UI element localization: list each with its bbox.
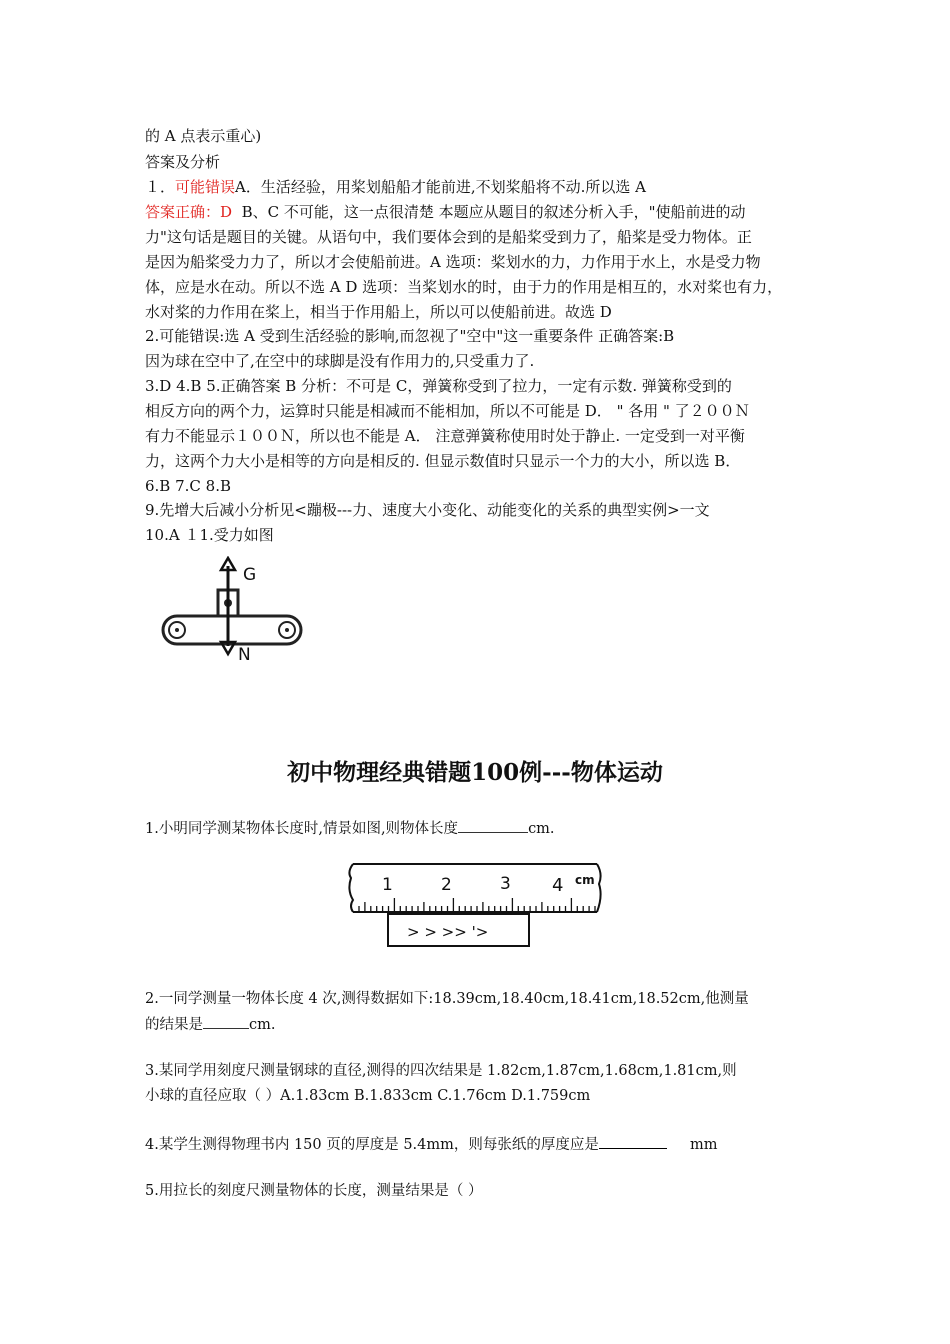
question-2-unit: cm. (249, 1017, 276, 1033)
ruler-figure (345, 860, 605, 952)
possible-error-label: 可能错误 (175, 178, 236, 196)
answer-line-4 (145, 202, 746, 222)
answer-line-13: 有力不能显示１００Ｎ，所以也不能是 A． 注意弹簧称使用时处于静止. 一定受到一对平衡 (145, 427, 745, 445)
ruler (349, 864, 600, 912)
question-5: 5.用拉长的刻度尺测量物体的长度，测量结果是（ ） (145, 1183, 483, 1199)
tick-label-4: 4 (552, 875, 564, 896)
question-3-line-2: 小球的直径应取（ ）A.1.83cm B.1.833cm C.1.76cm D.1.759cm (145, 1088, 591, 1104)
answer-line-14: 力，这两个力大小是相等的方向是相反的. 但显示数值时只显示一个力的大小，所以选 B． (145, 452, 741, 470)
answer-line-12: 相反方向的两个力，运算时只能是相减而不能相加，所以不可能是 D． " 各用 " 了２００Ｎ (145, 402, 750, 420)
question-2-text: 的结果是 (145, 1017, 203, 1033)
answer-line-1: 的 A 点表示重心) (145, 127, 262, 145)
tick-label-3: 3 (500, 874, 511, 894)
answer-line-9: 2.可能错误:选 A 受到生活经验的影响,而忽视了"空中"这一重要条件 正确答案:B (145, 327, 675, 345)
answer-blank (599, 1134, 667, 1149)
answer-line-7: 体，应是水在动。所以不选 A D 选项：当桨划水的时，由于力的作用是相互的，水对桨也有力， (145, 278, 783, 296)
question-2-line-1: 2.一同学测量一物体长度 4 次,测得数据如下:18.39cm,18.40cm,18.41cm,18.52cm,他测量 (145, 991, 749, 1007)
question-3-line-1: 3.某同学用刻度尺测量钢球的直径,测得的四次结果是 1.82cm,1.87cm,1.68cm,1.81cm,则 (145, 1063, 737, 1079)
answer-number: １． (145, 178, 176, 196)
answer-text: A．生活经验，用桨划船船才能前进,不划桨船将不动.所以选 A (235, 178, 647, 196)
tick-label-1: 1 (382, 875, 393, 895)
question-4 (145, 1134, 717, 1155)
answer-line-5: 力"这句话是题目的关键。从语句中，我们要体会到的是船桨受到力了，船桨是受力物体。正 (145, 228, 752, 246)
answer-line-3 (145, 177, 646, 197)
ruler-unit: cm (575, 873, 595, 887)
question-1 (145, 818, 555, 839)
question-4-text: 4.某学生测得物理书内 150 页的厚度是 5.4mm，则每张纸的厚度应是 (145, 1137, 599, 1153)
answer-line-10: 因为球在空中了,在空中的球脚是没有作用力的,只受重力了. (145, 352, 535, 370)
answer-line-15: 6.B 7.C 8.B (145, 477, 231, 495)
question-1-text: 1.小明同学测某物体长度时,情景如图,则物体长度 (145, 821, 459, 837)
question-4-unit: mm (689, 1137, 718, 1153)
tick-label-2: 2 (441, 875, 452, 895)
force-diagram (155, 556, 315, 666)
question-1-unit: cm. (528, 821, 555, 837)
question-2-line-2 (145, 1014, 275, 1035)
answer-blank (203, 1014, 249, 1029)
answer-line-16: 9.先增大后减小分析见<蹦极---力、速度大小变化、动能变化的关系的典型实例>一文 (145, 501, 710, 519)
conveyor-belt (163, 616, 301, 644)
object-marks: > > >> '> (407, 923, 489, 941)
correct-answer-label: 答案正确：D (145, 203, 233, 221)
label-n: N (238, 645, 251, 665)
answer-line-6: 是因为船桨受力力了，所以才会使船前进。A 选项：桨划水的力，力作用于水上，水是受力物 (145, 253, 761, 271)
answer-text: B、C 不可能，这一点很清楚 本题应从题目的叙述分析入手，"使船前进的动 (241, 203, 746, 221)
answer-heading: 答案及分析 (145, 153, 221, 171)
answer-line-11: 3.D 4.B 5.正确答案 B 分析：不可是 C，弹簧称受到了拉力，一定有示数. 弹簧称受到的 (145, 377, 732, 395)
answer-blank (458, 818, 528, 833)
answer-line-8: 水对桨的力作用在桨上，相当于作用船上，所以可以使船前进。故选 D (145, 303, 612, 321)
label-g: G (243, 565, 257, 585)
answer-line-17: 10.A １1.受力如图 (145, 526, 274, 544)
section-title: 初中物理经典错题100例---物体运动 (287, 759, 663, 786)
